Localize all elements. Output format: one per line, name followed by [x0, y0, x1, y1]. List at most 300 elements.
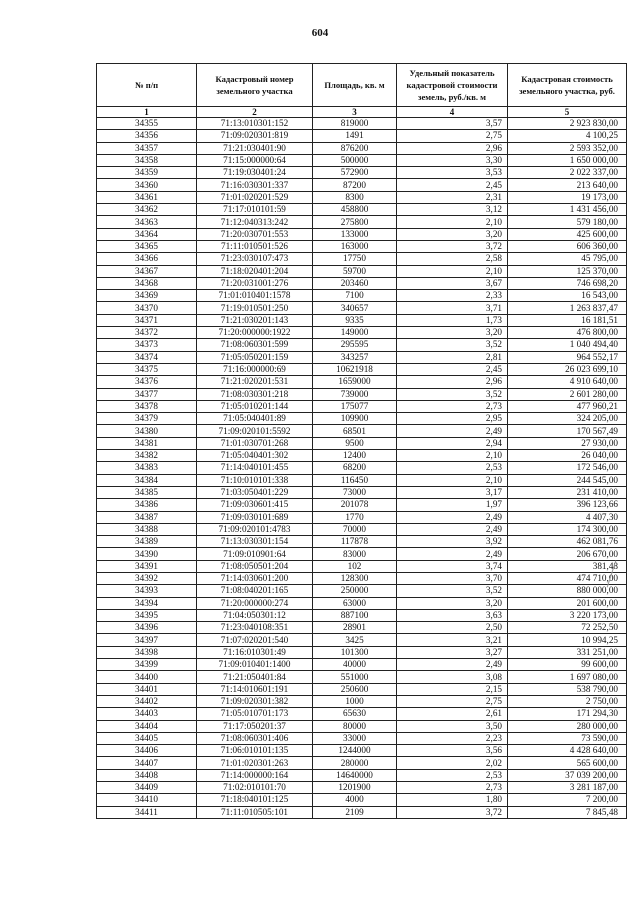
cadastral-number: 71:08:040201:165 — [197, 585, 313, 597]
cadastral-value: 244 545,00 — [508, 474, 627, 486]
cadastral-value: 381,48 — [508, 560, 627, 572]
cadastral-value: 171 294,30 — [508, 708, 627, 720]
area: 101300 — [313, 646, 397, 658]
row-index: 34389 — [97, 536, 197, 548]
unit-value: 2,15 — [397, 683, 508, 695]
table-row — [97, 327, 627, 339]
cadastral-value: 37 039 200,00 — [508, 769, 627, 781]
table-row — [97, 277, 627, 289]
unit-value: 2,61 — [397, 708, 508, 720]
area: 149000 — [313, 327, 397, 339]
row-index: 34364 — [97, 228, 197, 240]
row-index: 34377 — [97, 388, 197, 400]
unit-value: 1,73 — [397, 314, 508, 326]
cadastral-number: 71:02:010101:70 — [197, 782, 313, 794]
table-row — [97, 585, 627, 597]
row-index: 34365 — [97, 240, 197, 252]
cadastral-number: 71:20:030701:553 — [197, 228, 313, 240]
cadastral-number: 71:09:020101:5592 — [197, 425, 313, 437]
area: 40000 — [313, 659, 397, 671]
cadastral-number: 71:06:010101:135 — [197, 745, 313, 757]
unit-value: 2,53 — [397, 769, 508, 781]
unit-value: 2,33 — [397, 290, 508, 302]
area: 65630 — [313, 708, 397, 720]
table-row — [97, 167, 627, 179]
table-row — [97, 683, 627, 695]
area: 7100 — [313, 290, 397, 302]
area: 1659000 — [313, 376, 397, 388]
table-row — [97, 536, 627, 548]
table-row — [97, 425, 627, 437]
table-row — [97, 646, 627, 658]
table-row — [97, 216, 627, 228]
cadastral-number: 71:11:010505:101 — [197, 806, 313, 818]
cadastral-value: 538 790,00 — [508, 683, 627, 695]
table-row — [97, 413, 627, 425]
cadastral-value: 2 601 280,00 — [508, 388, 627, 400]
table-row — [97, 339, 627, 351]
unit-value: 3,30 — [397, 154, 508, 166]
unit-value: 3,52 — [397, 339, 508, 351]
cadastral-value: 26 023 699,10 — [508, 363, 627, 375]
area: 1770 — [313, 511, 397, 523]
area: 73000 — [313, 486, 397, 498]
cadastral-value: 425 600,00 — [508, 228, 627, 240]
cadastral-number: 71:14:030601:200 — [197, 572, 313, 584]
row-index: 34407 — [97, 757, 197, 769]
row-index: 34397 — [97, 634, 197, 646]
row-index: 34399 — [97, 659, 197, 671]
cadastral-number: 71:05:040401:89 — [197, 413, 313, 425]
unit-value: 2,94 — [397, 437, 508, 449]
cadastral-number: 71:18:020401:204 — [197, 265, 313, 277]
cadastral-number: 71:21:030401:90 — [197, 142, 313, 154]
table-row — [97, 782, 627, 794]
table-row — [97, 253, 627, 265]
area: 203460 — [313, 277, 397, 289]
unit-value: 2,58 — [397, 253, 508, 265]
row-index: 34390 — [97, 548, 197, 560]
unit-value: 1,80 — [397, 794, 508, 806]
table-row — [97, 560, 627, 572]
cadastral-number: 71:19:010501:250 — [197, 302, 313, 314]
cadastral-value: 174 300,00 — [508, 523, 627, 535]
unit-value: 2,02 — [397, 757, 508, 769]
row-index: 34404 — [97, 720, 197, 732]
header-cadastral-value: Кадастровая стоимость земельного участка, руб. — [508, 64, 627, 107]
cadastral-value: 746 698,20 — [508, 277, 627, 289]
row-index: 34402 — [97, 695, 197, 707]
table-row — [97, 240, 627, 252]
area: 876200 — [313, 142, 397, 154]
cadastral-value: 3 220 173,00 — [508, 609, 627, 621]
cadastral-number: 71:09:010901:64 — [197, 548, 313, 560]
cadastral-value: 324 205,00 — [508, 413, 627, 425]
row-index: 34370 — [97, 302, 197, 314]
cadastral-number: 71:04:050301:12 — [197, 609, 313, 621]
unit-value: 2,49 — [397, 659, 508, 671]
cadastral-number: 71:14:010601:191 — [197, 683, 313, 695]
unit-value: 2,96 — [397, 142, 508, 154]
table-row — [97, 363, 627, 375]
cadastral-number: 71:05:010201:144 — [197, 400, 313, 412]
area: 9335 — [313, 314, 397, 326]
row-index: 34393 — [97, 585, 197, 597]
row-index: 34384 — [97, 474, 197, 486]
row-index: 34388 — [97, 523, 197, 535]
row-index: 34395 — [97, 609, 197, 621]
cadastral-number: 71:01:010401:1578 — [197, 290, 313, 302]
row-index: 34358 — [97, 154, 197, 166]
unit-value: 2,53 — [397, 462, 508, 474]
cadastral-value: 880 000,00 — [508, 585, 627, 597]
area: 116450 — [313, 474, 397, 486]
table-row — [97, 179, 627, 191]
cadastral-number: 71:23:040108:351 — [197, 622, 313, 634]
area: 14640000 — [313, 769, 397, 781]
area: 17750 — [313, 253, 397, 265]
row-index: 34361 — [97, 191, 197, 203]
cadastral-value: 1 431 456,00 — [508, 204, 627, 216]
unit-value: 3,63 — [397, 609, 508, 621]
cadastral-value: 3 281 187,00 — [508, 782, 627, 794]
cadastral-value: 172 546,00 — [508, 462, 627, 474]
cadastral-number: 71:07:020201:540 — [197, 634, 313, 646]
row-index: 34394 — [97, 597, 197, 609]
area: 59700 — [313, 265, 397, 277]
area: 1000 — [313, 695, 397, 707]
row-index: 34381 — [97, 437, 197, 449]
header-cadastral-number: Кадастровый номер земельного участка — [197, 64, 313, 107]
table-row — [97, 204, 627, 216]
cadastral-number: 71:09:030101:689 — [197, 511, 313, 523]
cadastral-number: 71:08:050501:204 — [197, 560, 313, 572]
area: 8300 — [313, 191, 397, 203]
row-index: 34382 — [97, 450, 197, 462]
table-row — [97, 265, 627, 277]
row-index: 34391 — [97, 560, 197, 572]
cadastral-value: 477 960,21 — [508, 400, 627, 412]
table-row — [97, 474, 627, 486]
table-row — [97, 806, 627, 818]
cadastral-number: 71:20:000000:274 — [197, 597, 313, 609]
area: 201078 — [313, 499, 397, 511]
unit-value: 2,81 — [397, 351, 508, 363]
row-index: 34408 — [97, 769, 197, 781]
cadastral-value: 73 590,00 — [508, 732, 627, 744]
area: 3425 — [313, 634, 397, 646]
column-number: 5 — [508, 107, 627, 118]
cadastral-number: 71:09:030601:415 — [197, 499, 313, 511]
table-row — [97, 388, 627, 400]
cadastral-value: 170 567,49 — [508, 425, 627, 437]
row-index: 34374 — [97, 351, 197, 363]
cadastral-number: 71:15:000000:64 — [197, 154, 313, 166]
cadastral-value: 1 650 000,00 — [508, 154, 627, 166]
cadastral-number: 71:10:010101:338 — [197, 474, 313, 486]
cadastral-value: 1 697 080,00 — [508, 671, 627, 683]
cadastral-number: 71:19:030401:24 — [197, 167, 313, 179]
unit-value: 3,21 — [397, 634, 508, 646]
unit-value: 3,72 — [397, 240, 508, 252]
table-row — [97, 290, 627, 302]
area: 295595 — [313, 339, 397, 351]
unit-value: 3,27 — [397, 646, 508, 658]
row-index: 34357 — [97, 142, 197, 154]
unit-value: 2,23 — [397, 732, 508, 744]
cadastral-value: 45 795,00 — [508, 253, 627, 265]
row-index: 34405 — [97, 732, 197, 744]
cadastral-value: 72 252,50 — [508, 622, 627, 634]
table-row — [97, 351, 627, 363]
cadastral-number: 71:14:040101:455 — [197, 462, 313, 474]
unit-value: 2,50 — [397, 622, 508, 634]
area: 275800 — [313, 216, 397, 228]
row-index: 34380 — [97, 425, 197, 437]
cadastral-value: 7 200,00 — [508, 794, 627, 806]
area: 87200 — [313, 179, 397, 191]
row-index: 34375 — [97, 363, 197, 375]
cadastral-value: 4 910 640,00 — [508, 376, 627, 388]
table-row — [97, 548, 627, 560]
cadastral-value: 16 543,00 — [508, 290, 627, 302]
cadastral-number: 71:01:030701:268 — [197, 437, 313, 449]
cadastral-number: 71:21:020201:531 — [197, 376, 313, 388]
cadastral-number: 71:09:020101:4783 — [197, 523, 313, 535]
column-number: 3 — [313, 107, 397, 118]
table-row — [97, 400, 627, 412]
table-row — [97, 191, 627, 203]
area: 83000 — [313, 548, 397, 560]
cadastral-number: 71:21:050401:84 — [197, 671, 313, 683]
table-row — [97, 609, 627, 621]
unit-value: 2,10 — [397, 265, 508, 277]
row-index: 34396 — [97, 622, 197, 634]
cadastral-value: 201 600,00 — [508, 597, 627, 609]
area: 1201900 — [313, 782, 397, 794]
area: 500000 — [313, 154, 397, 166]
unit-value: 2,49 — [397, 523, 508, 535]
area: 12400 — [313, 450, 397, 462]
table-row — [97, 720, 627, 732]
area: 280000 — [313, 757, 397, 769]
table-row — [97, 462, 627, 474]
table-row — [97, 572, 627, 584]
area: 33000 — [313, 732, 397, 744]
row-index: 34379 — [97, 413, 197, 425]
row-index: 34360 — [97, 179, 197, 191]
area: 70000 — [313, 523, 397, 535]
cadastral-number: 71:17:010101:59 — [197, 204, 313, 216]
table-row — [97, 757, 627, 769]
header-area: Площадь, кв. м — [313, 64, 397, 107]
table-row — [97, 142, 627, 154]
unit-value: 3,53 — [397, 167, 508, 179]
cadastral-value: 2 022 337,00 — [508, 167, 627, 179]
table-row — [97, 376, 627, 388]
unit-value: 3,74 — [397, 560, 508, 572]
cadastral-value: 19 173,00 — [508, 191, 627, 203]
area: 739000 — [313, 388, 397, 400]
row-index: 34385 — [97, 486, 197, 498]
cadastral-number: 71:09:020301:819 — [197, 130, 313, 142]
row-index: 34401 — [97, 683, 197, 695]
table-row — [97, 450, 627, 462]
row-index: 34383 — [97, 462, 197, 474]
area: 68200 — [313, 462, 397, 474]
cadastral-value: 4 428 640,00 — [508, 745, 627, 757]
unit-value: 2,49 — [397, 548, 508, 560]
area: 458800 — [313, 204, 397, 216]
cadastral-value: 125 370,00 — [508, 265, 627, 277]
unit-value: 3,50 — [397, 720, 508, 732]
cadastral-number: 71:23:030107:473 — [197, 253, 313, 265]
unit-value: 2,10 — [397, 450, 508, 462]
area: 343257 — [313, 351, 397, 363]
row-index: 34362 — [97, 204, 197, 216]
cadastral-value: 213 640,00 — [508, 179, 627, 191]
row-index: 34398 — [97, 646, 197, 658]
table-body — [97, 118, 627, 819]
unit-value: 3,12 — [397, 204, 508, 216]
table-row — [97, 745, 627, 757]
cadastral-value: 2 593 352,00 — [508, 142, 627, 154]
cadastral-value: 99 600,00 — [508, 659, 627, 671]
cadastral-number: 71:08:060301:406 — [197, 732, 313, 744]
table-row — [97, 511, 627, 523]
area: 1244000 — [313, 745, 397, 757]
cadastral-value: 2 923 830,00 — [508, 118, 627, 130]
cadastral-value: 10 994,25 — [508, 634, 627, 646]
unit-value: 2,75 — [397, 695, 508, 707]
cadastral-value: 26 040,00 — [508, 450, 627, 462]
unit-value: 2,49 — [397, 511, 508, 523]
header-unit-value: Удельный показатель кадастровой стоимости земель, руб./кв. м — [397, 64, 508, 107]
header-index: № п/п — [97, 64, 197, 107]
row-index: 34371 — [97, 314, 197, 326]
unit-value: 3,20 — [397, 597, 508, 609]
unit-value: 3,72 — [397, 806, 508, 818]
row-index: 34367 — [97, 265, 197, 277]
unit-value: 3,20 — [397, 327, 508, 339]
row-index: 34387 — [97, 511, 197, 523]
unit-value: 2,96 — [397, 376, 508, 388]
area: 9500 — [313, 437, 397, 449]
cadastral-number: 71:13:010301:152 — [197, 118, 313, 130]
cadastral-number: 71:01:020301:263 — [197, 757, 313, 769]
row-index: 34369 — [97, 290, 197, 302]
row-index: 34372 — [97, 327, 197, 339]
table-row — [97, 130, 627, 142]
cadastral-number: 71:14:000000:164 — [197, 769, 313, 781]
row-index: 34355 — [97, 118, 197, 130]
area: 68501 — [313, 425, 397, 437]
cadastral-value: 396 123,66 — [508, 499, 627, 511]
row-index: 34406 — [97, 745, 197, 757]
area: 551000 — [313, 671, 397, 683]
cadastral-number: 71:08:030301:218 — [197, 388, 313, 400]
unit-value: 2,10 — [397, 474, 508, 486]
row-index: 34359 — [97, 167, 197, 179]
row-index: 34378 — [97, 400, 197, 412]
area: 117878 — [313, 536, 397, 548]
row-index: 34363 — [97, 216, 197, 228]
cadastral-value: 2 750,00 — [508, 695, 627, 707]
area: 28901 — [313, 622, 397, 634]
cadastral-value: 606 360,00 — [508, 240, 627, 252]
cadastral-number: 71:13:030301:154 — [197, 536, 313, 548]
unit-value: 3,56 — [397, 745, 508, 757]
row-index: 34400 — [97, 671, 197, 683]
table-row — [97, 794, 627, 806]
table-header-row — [97, 64, 627, 107]
cadastral-number: 71:09:010401:1400 — [197, 659, 313, 671]
unit-value: 2,45 — [397, 179, 508, 191]
cadastral-number: 71:18:040101:125 — [197, 794, 313, 806]
table-row — [97, 708, 627, 720]
table-row — [97, 634, 627, 646]
table-row — [97, 732, 627, 744]
area: 163000 — [313, 240, 397, 252]
page-number: 604 — [311, 27, 329, 39]
area: 80000 — [313, 720, 397, 732]
area: 887100 — [313, 609, 397, 621]
cadastral-value: 4 407,30 — [508, 511, 627, 523]
area: 340657 — [313, 302, 397, 314]
cadastral-value: 331 251,00 — [508, 646, 627, 658]
cadastral-value: 1 040 494,40 — [508, 339, 627, 351]
table-row — [97, 118, 627, 130]
unit-value: 1,97 — [397, 499, 508, 511]
table-row — [97, 659, 627, 671]
cadastral-value: 964 552,17 — [508, 351, 627, 363]
area: 819000 — [313, 118, 397, 130]
table-row — [97, 622, 627, 634]
cadastral-number: 71:16:000000:69 — [197, 363, 313, 375]
cadastral-value: 7 845,48 — [508, 806, 627, 818]
area: 109900 — [313, 413, 397, 425]
table-row — [97, 597, 627, 609]
area: 2109 — [313, 806, 397, 818]
cadastral-value: 27 930,00 — [508, 437, 627, 449]
column-number: 1 — [97, 107, 197, 118]
cadastral-number: 71:01:020201:529 — [197, 191, 313, 203]
table-row — [97, 437, 627, 449]
table-row — [97, 769, 627, 781]
table-row — [97, 671, 627, 683]
cadastral-number: 71:05:010701:173 — [197, 708, 313, 720]
unit-value: 3,70 — [397, 572, 508, 584]
row-index: 34376 — [97, 376, 197, 388]
cadastral-number: 71:09:020301:382 — [197, 695, 313, 707]
cadastral-number: 71:16:010301:49 — [197, 646, 313, 658]
area: 102 — [313, 560, 397, 572]
unit-value: 3,71 — [397, 302, 508, 314]
row-index: 34411 — [97, 806, 197, 818]
area: 250000 — [313, 585, 397, 597]
table-row — [97, 486, 627, 498]
column-number: 4 — [397, 107, 508, 118]
cadastral-number: 71:17:050201:37 — [197, 720, 313, 732]
column-number: 2 — [197, 107, 313, 118]
cadastral-number: 71:20:031001:276 — [197, 277, 313, 289]
cadastral-table — [96, 63, 627, 819]
row-index: 34366 — [97, 253, 197, 265]
unit-value: 2,95 — [397, 413, 508, 425]
area: 10621918 — [313, 363, 397, 375]
cadastral-value: 4 100,25 — [508, 130, 627, 142]
unit-value: 2,49 — [397, 425, 508, 437]
